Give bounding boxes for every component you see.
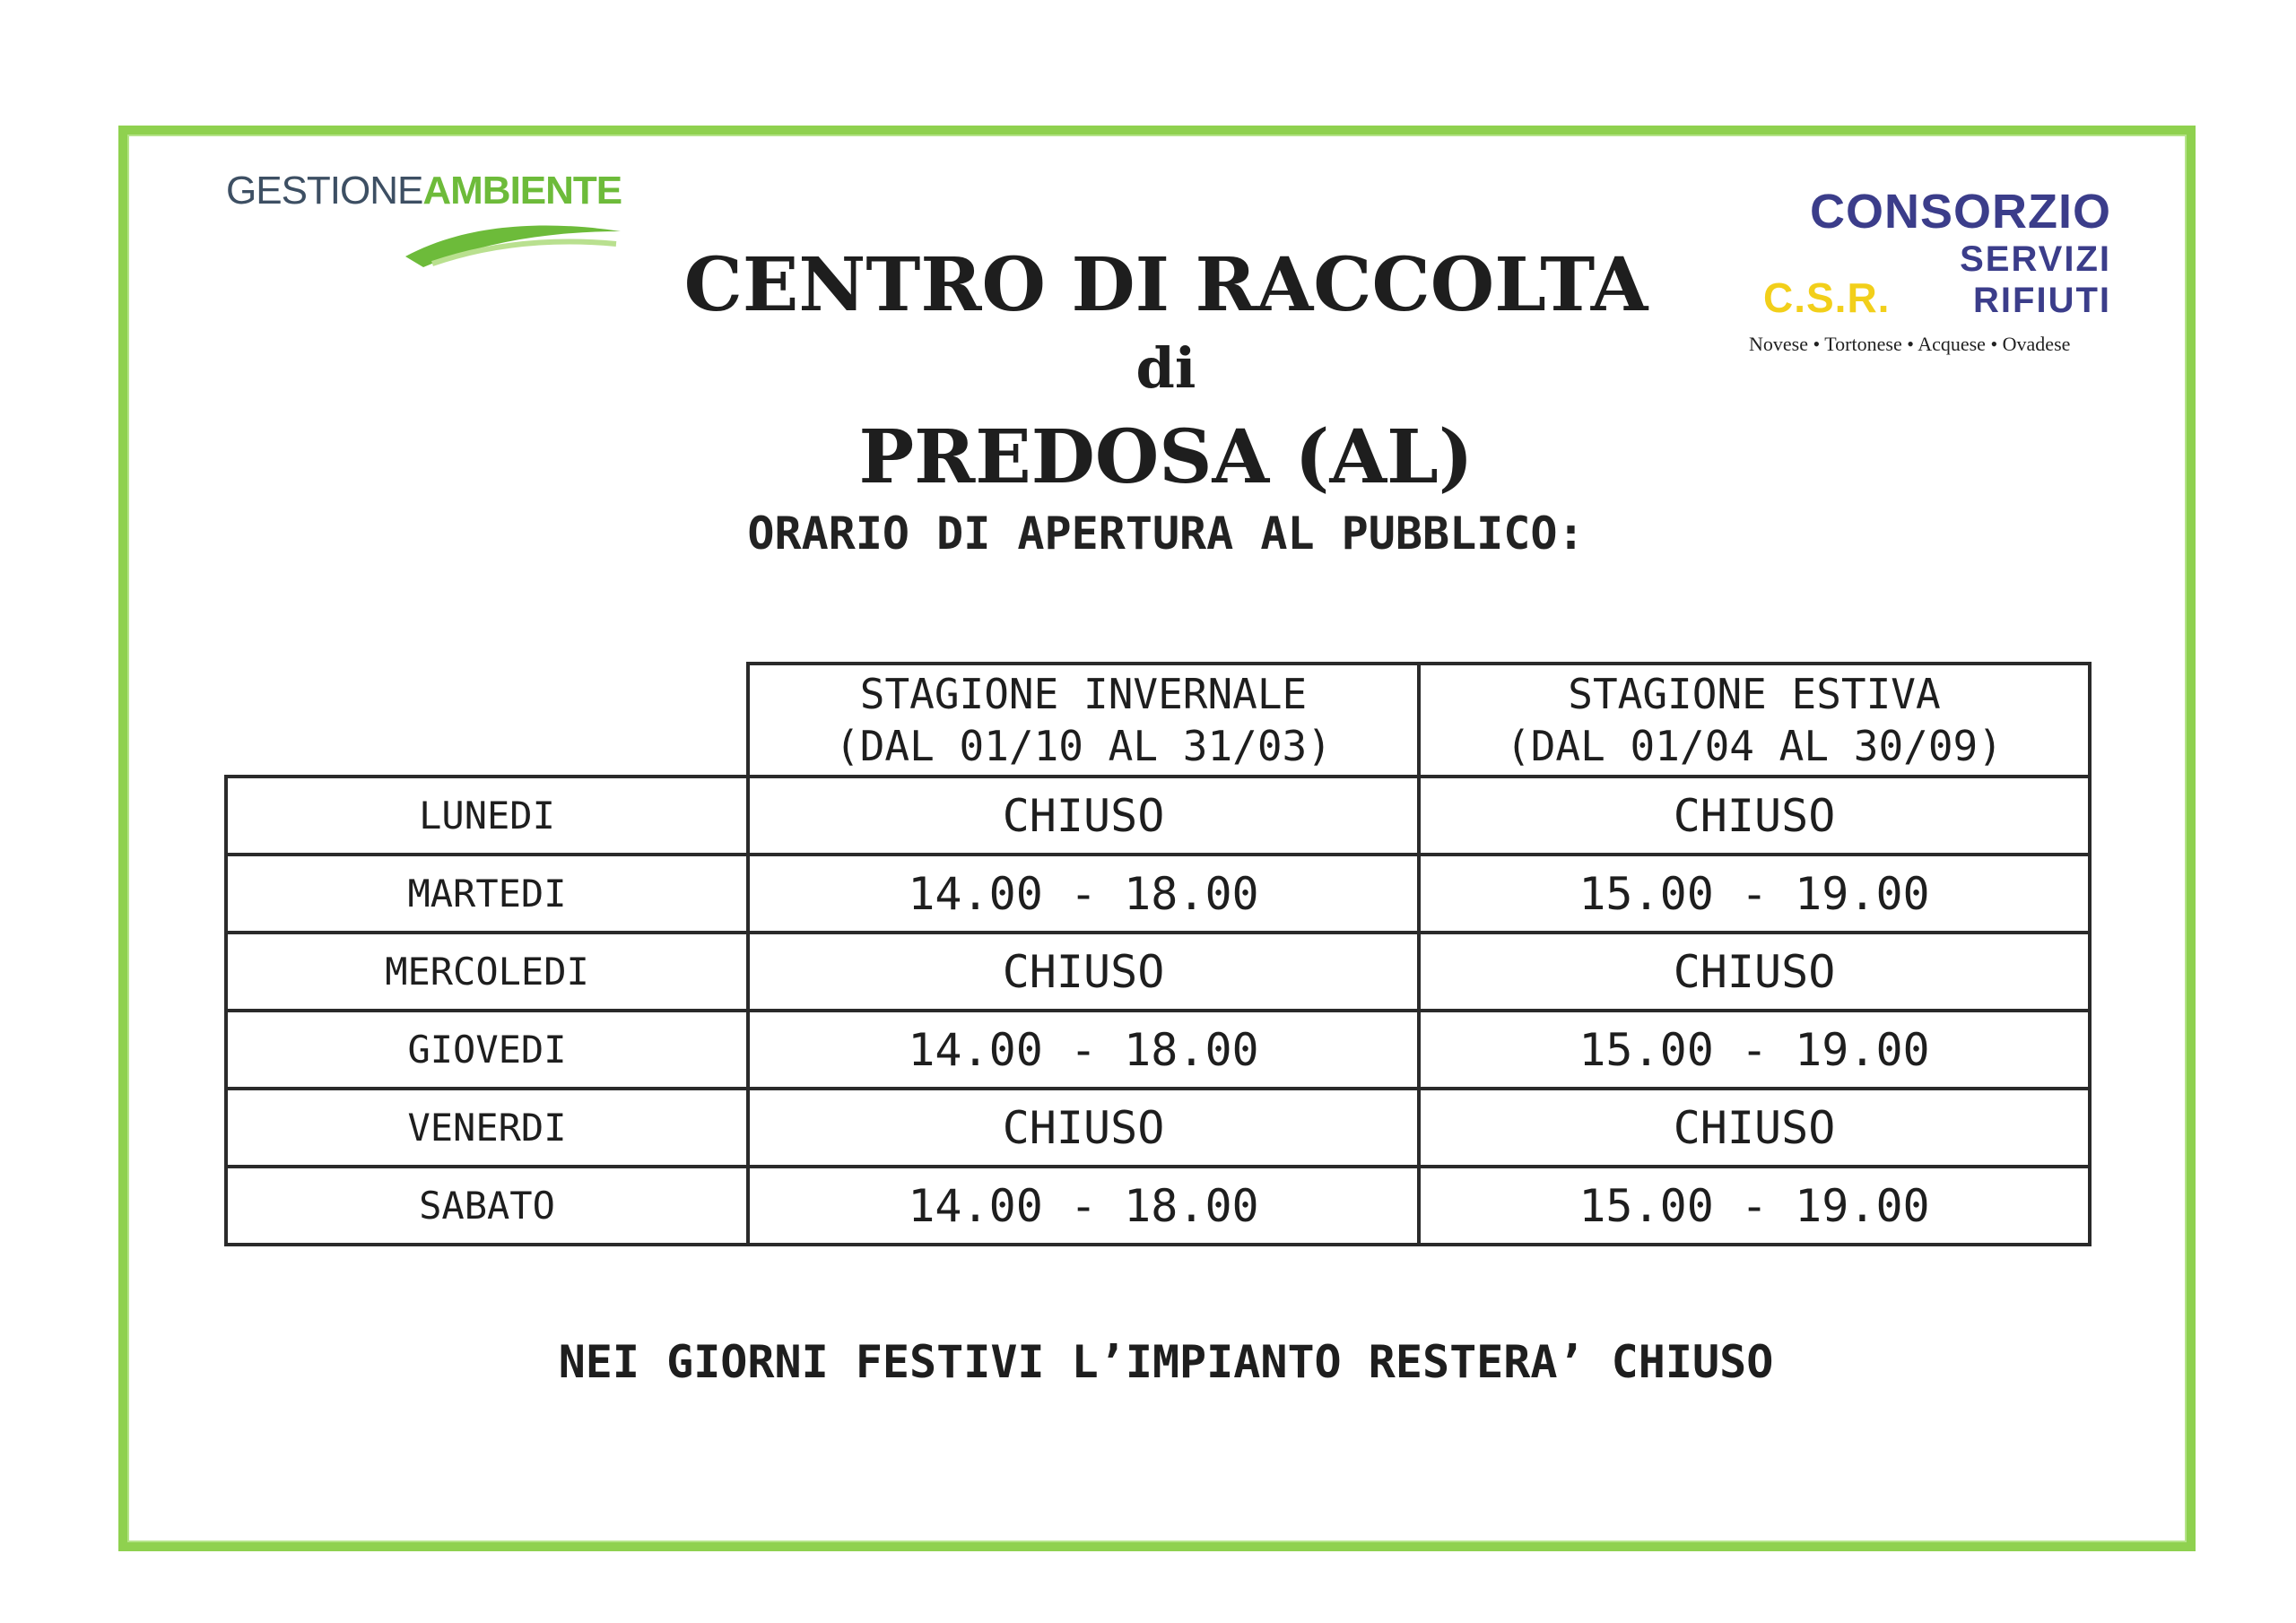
opening-hours-table xyxy=(224,662,2092,1246)
summer-hours-cell: CHIUSO xyxy=(1419,933,2090,1011)
table-row xyxy=(226,1167,2090,1245)
day-cell: LUNEDI xyxy=(226,777,748,855)
page-title: CENTRO DI RACCOLTA xyxy=(683,242,1648,328)
summer-hours-cell: 15.00 - 19.00 xyxy=(1419,1167,2090,1245)
location-title: PREDOSA (AL) xyxy=(858,414,1474,500)
table-row xyxy=(226,1011,2090,1089)
table-row xyxy=(226,777,2090,855)
gestione-ambiente-part2: AMBIENTE xyxy=(422,169,622,213)
table-row xyxy=(226,855,2090,933)
header-blank-cell xyxy=(226,664,748,777)
day-cell: MERCOLEDI xyxy=(226,933,748,1011)
season-summer-header xyxy=(1419,664,2090,777)
green-swoosh-icon xyxy=(396,204,630,276)
table-row xyxy=(226,1089,2090,1167)
winter-hours-cell: CHIUSO xyxy=(748,777,1419,855)
title-connector: di xyxy=(1135,335,1196,401)
opening-hours-subtitle: ORARIO DI APERTURA AL PUBBLICO: xyxy=(747,508,1585,560)
season-winter-header xyxy=(748,664,1419,777)
consorzio-text: CONSORZIO xyxy=(1809,185,2111,239)
gestione-ambiente-part1: GESTIONE xyxy=(226,169,423,213)
summer-hours-cell: CHIUSO xyxy=(1419,777,2090,855)
csr-abbr-text: C.S.R. xyxy=(1763,274,1891,321)
table-row xyxy=(226,933,2090,1011)
table-header-row xyxy=(226,664,2090,777)
winter-hours-cell: 14.00 - 18.00 xyxy=(748,1011,1419,1089)
winter-hours-cell: 14.00 - 18.00 xyxy=(748,855,1419,933)
day-cell: VENERDI xyxy=(226,1089,748,1167)
consorzio-areas: Novese • Tortonese • Acquese • Ovadese xyxy=(1749,333,2071,355)
title-block xyxy=(628,240,1704,508)
season-winter-range: (DAL 01/10 AL 31/03) xyxy=(835,722,1332,770)
summer-hours-cell: CHIUSO xyxy=(1419,1089,2090,1167)
winter-hours-cell: CHIUSO xyxy=(748,1089,1419,1167)
season-summer-range: (DAL 01/04 AL 30/09) xyxy=(1506,722,2003,770)
day-cell: MARTEDI xyxy=(226,855,748,933)
holiday-closure-note: NEI GIORNI FESTIVI L’IMPIANTO RESTERA’ CHIUSO xyxy=(558,1336,1774,1388)
season-summer-name: STAGIONE ESTIVA xyxy=(1568,670,1941,718)
season-winter-name: STAGIONE INVERNALE xyxy=(859,670,1308,718)
winter-hours-cell: CHIUSO xyxy=(748,933,1419,1011)
consorzio-csr-logo xyxy=(1731,184,2126,363)
rifiuti-text: RIFIUTI xyxy=(1973,281,2111,320)
winter-hours-cell: 14.00 - 18.00 xyxy=(748,1167,1419,1245)
day-cell: SABATO xyxy=(226,1167,748,1245)
summer-hours-cell: 15.00 - 19.00 xyxy=(1419,1011,2090,1089)
servizi-text: SERVIZI xyxy=(1960,239,2111,279)
gestione-ambiente-logo xyxy=(226,169,639,267)
summer-hours-cell: 15.00 - 19.00 xyxy=(1419,855,2090,933)
day-cell: GIOVEDI xyxy=(226,1011,748,1089)
